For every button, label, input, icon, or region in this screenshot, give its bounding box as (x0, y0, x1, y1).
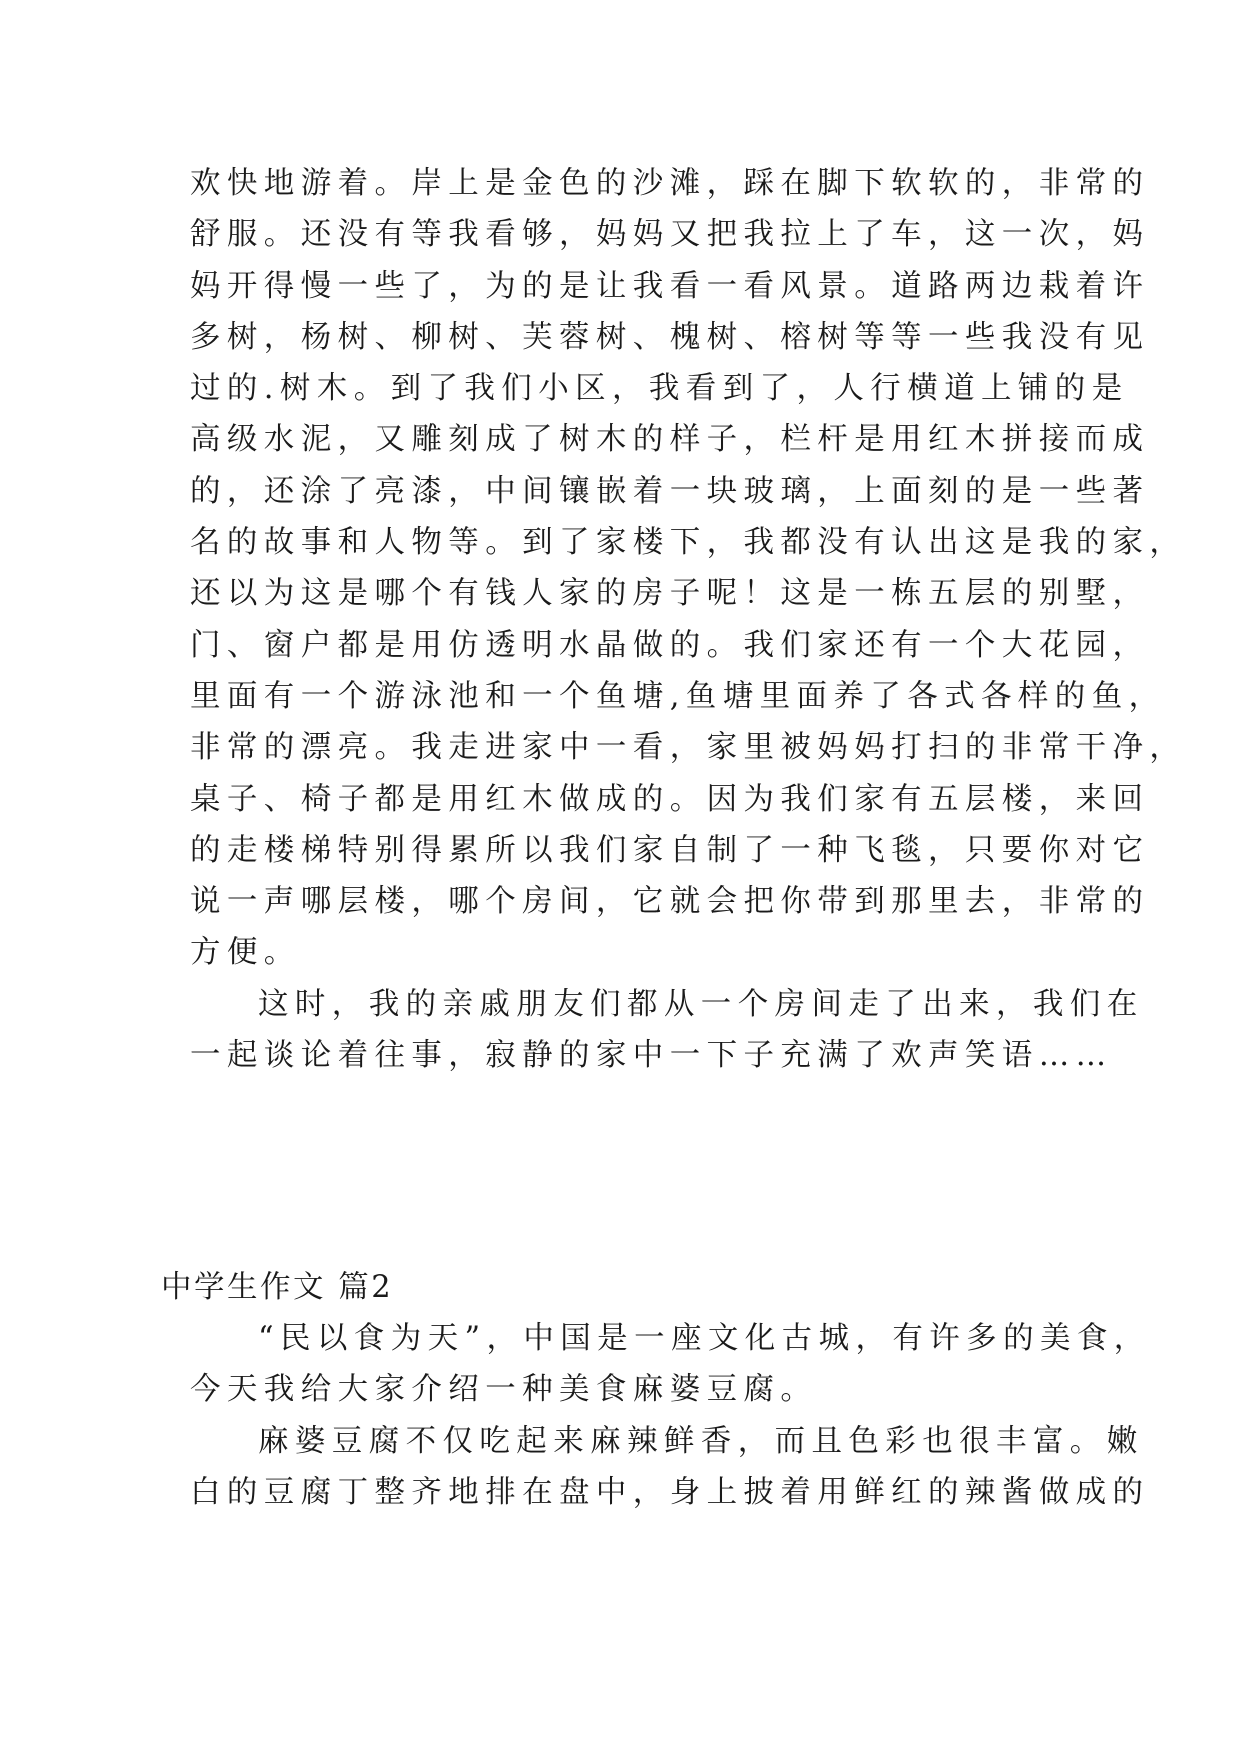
text-line: 非常的漂亮。我走进家中一看，家里被妈妈打扫的非常干净， (190, 730, 1187, 766)
text-line: 多树，杨树、柳树、芙蓉树、槐树、榕树等等一些我没有见 (190, 319, 1150, 355)
text-line: 一起谈论着往事，寂静的家中一下子充满了欢声笑语…… (190, 1038, 1113, 1074)
text-line: 的，还涂了亮漆，中间镶嵌着一块玻璃，上面刻的是一些著 (190, 473, 1150, 509)
text-line: 欢快地游着。岸上是金色的沙滩，踩在脚下软软的，非常的 (190, 166, 1150, 201)
text-line: 门、窗户都是用仿透明水晶做的。我们家还有一个大花园， (190, 627, 1150, 663)
text-line: 桌子、椅子都是用红木做成的。因为我们家有五层楼，来回 (190, 781, 1150, 817)
text-line: “民以食为天”，中国是一座文化古城，有许多的美食， (258, 1321, 1151, 1356)
text-line: 高级水泥，又雕刻成了树木的样子，栏杆是用红木拼接而成 (190, 422, 1150, 458)
essay-1-body (190, 158, 1187, 1081)
text-line: 白的豆腐丁整齐地排在盘中，身上披着用鲜红的辣酱做成的 (190, 1474, 1150, 1510)
text-line: 方便。 (190, 935, 301, 971)
text-line: 过的.树木。到了我们小区，我看到了，人行横道上铺的是 (190, 371, 1129, 407)
essay-2-body (190, 1313, 1151, 1518)
section-heading: 中学生作文 篇2 (161, 1270, 394, 1305)
text-line: 今天我给大家介绍一种美食麻婆豆腐。 (190, 1372, 818, 1408)
text-line: 这时，我的亲戚朋友们都从一个房间走了出来，我们在 (258, 986, 1144, 1022)
text-line: 里面有一个游泳池和一个鱼塘,鱼塘里面养了各式各样的鱼， (190, 678, 1166, 714)
text-line: 的走楼梯特别得累所以我们家自制了一种飞毯，只要你对它 (190, 832, 1150, 868)
text-line: 舒服。还没有等我看够，妈妈又把我拉上了车，这一次，妈 (190, 217, 1150, 253)
text-line: 麻婆豆腐不仅吃起来麻辣鲜香，而且色彩也很丰富。嫩 (258, 1423, 1144, 1459)
text-line: 妈开得慢一些了，为的是让我看一看风景。道路两边栽着许 (190, 268, 1150, 304)
text-line: 还以为这是哪个有钱人家的房子呢！这是一栋五层的别墅， (190, 576, 1150, 612)
text-line: 名的故事和人物等。到了家楼下，我都没有认出这是我的家， (190, 525, 1187, 561)
text-line: 说一声哪层楼，哪个房间，它就会把你带到那里去，非常的 (190, 884, 1150, 920)
